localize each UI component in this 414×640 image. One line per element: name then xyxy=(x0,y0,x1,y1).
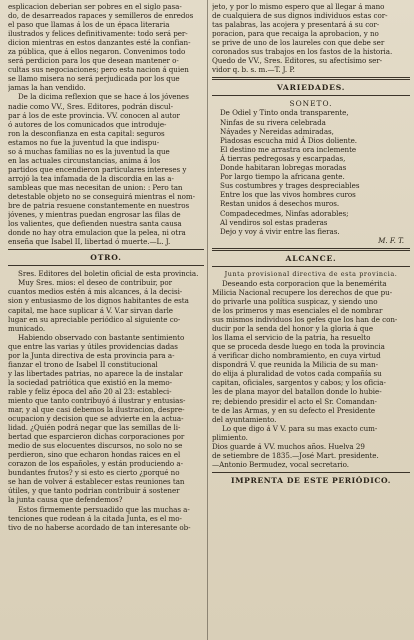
text-line: miento que tanto contribuyó á ilustrar y entusias- xyxy=(8,395,186,405)
imprenta-footer: IMPRENTA DE ESTE PERIÓDICO. xyxy=(230,475,392,485)
text-line: Sus costumbres y trages despreciables xyxy=(220,181,360,191)
text-line: Dejo y voy á vivir entre las fieras. xyxy=(220,226,340,236)
text-line: jóvenes, y mientras puedan engrosar las filas de xyxy=(8,210,181,220)
text-line: útiles, y que tanto podrian contribuir á sostener xyxy=(8,486,180,496)
text-line: tivo de no haberse acordado de tan interesante ob- xyxy=(8,522,191,532)
text-line: Al vendiros sol estas praderas xyxy=(220,217,328,227)
section-divider xyxy=(212,266,410,267)
text-line: Dios guarde á VV. muchos años. Huelva 29 xyxy=(212,441,365,451)
text-line: re; debiendo presidir el acto el Sr. Comandan- xyxy=(212,396,377,406)
text-line: la sociedad patriótica que existió en la memo- xyxy=(8,377,172,387)
text-line: do, de desarreados rapaces y semilleros de enredos xyxy=(8,11,194,21)
text-line: De la dicima reflexion que se hace á los jóvenes xyxy=(18,92,189,102)
text-line: Restan unidos á desechos muros. xyxy=(220,199,340,209)
text-line: par á los de este provincia. VV. conocen al autor xyxy=(8,110,180,120)
paragraph-muy-sres xyxy=(8,278,204,332)
paragraph-deseando xyxy=(212,279,410,424)
paragraph-jovenes xyxy=(8,92,204,246)
paragraph-closing xyxy=(212,424,410,469)
text-line: Piadosas escucha mid Á Dios doliente. xyxy=(220,135,358,145)
text-line: Compadecedmes, Ninfas adorables; xyxy=(220,208,349,218)
text-line: corazon de los españoles, y están produciendo a- xyxy=(8,459,183,469)
text-line: sion y entusiasmo de los dignos habitantes de esta xyxy=(8,296,189,306)
paragraph-continuation xyxy=(212,2,410,74)
text-line: por la Junta directiva de esta provincia para a- xyxy=(8,350,175,360)
text-line: tenciones que rodean á la citada Junta, es el mo- xyxy=(8,513,182,523)
text-line: capitan, oficiales, sargentos y cabos; y los oficia- xyxy=(212,378,386,388)
text-line: ó autores de los comunicados que introduje- xyxy=(8,119,167,129)
text-line: lidad. ¿Quién podrá negar que las semillas de li- xyxy=(8,423,181,433)
soneto-title: SONETO. xyxy=(289,99,333,109)
text-line: ducir por la senda del honor y la gloria á que xyxy=(212,324,374,334)
text-line: Milicia Nacional recupere los derechos de que pu- xyxy=(212,287,393,297)
text-line: fianzar el trono de Isabel II constitucional xyxy=(8,359,158,369)
text-line: Por largo tiempo la africana gente. xyxy=(220,172,345,182)
text-line: Deseando esta corporacion que la benemérita xyxy=(222,278,387,288)
text-line: del ayuntamiento. xyxy=(212,414,277,424)
text-line: donde no hay otra emulacion que la pelea, ni otra xyxy=(8,228,186,238)
text-line: medio de sus elocuentes discursos, no solo no se xyxy=(8,441,183,451)
text-line: —Antonio Bermudez, vocal secretario. xyxy=(212,459,350,469)
text-line: Entre los que las vivos hombres curos xyxy=(220,190,356,200)
text-line: que se proceda desde luego en toda la provincia xyxy=(212,342,385,352)
text-line: será perdicion para los que desean mantener o- xyxy=(8,56,179,66)
text-line: coronados sus trabajos en los fastos de la historia. xyxy=(212,47,393,57)
text-line: ocupacion y decision que se advierte en la actua- xyxy=(8,414,184,424)
text-line: de cualquiera de sus dignos individuos estas cor- xyxy=(212,11,388,21)
text-line: El destino me arrastra ora inclemente xyxy=(220,144,357,154)
section-divider xyxy=(212,472,410,473)
text-line: capital, me hace suplicar á V. V.ar sirvan darle xyxy=(8,305,173,315)
text-line: poracion, para que recaiga la aprobacion, y no xyxy=(212,29,379,39)
text-line: municado. xyxy=(8,323,46,333)
text-line: rable y feliz época del año 20 al 23: estableci- xyxy=(8,386,172,396)
text-line: enseña que Isabel II, libertad ó muerte.—L. J. xyxy=(8,237,171,247)
text-line: tas palabras, las acojera y presentará á su cor- xyxy=(212,20,380,30)
section-divider xyxy=(8,265,204,266)
text-line: za pública, que á ellos negaron. Convenimos todo xyxy=(8,47,186,57)
text-line: ron la desconfianza en esta capital: seguros xyxy=(8,128,165,138)
text-line: la junta causa que defendemos? xyxy=(8,495,123,505)
sonnet xyxy=(212,108,410,235)
text-line: so á muchas familias no es la juventud la que xyxy=(8,146,170,156)
text-line: ilustrados y felices definitivamente: todo será per- xyxy=(8,29,188,39)
alcance-title: ALCANCE. xyxy=(285,253,337,263)
text-line: Habiendo observado con bastante sentimiento xyxy=(18,332,185,342)
text-line: De Odiel y Tinto onda transparente, xyxy=(220,108,349,118)
text-line: se prive de uno de los laureles con que debe ser xyxy=(212,38,385,48)
text-line: sus mismos individuos los gefes que los han de con- xyxy=(212,315,398,325)
text-line: cuantos medios estén á mis alcances, á la decisi- xyxy=(8,287,183,297)
text-line: dicion mientras en estos danzantes esté la confian- xyxy=(8,38,191,48)
text-line: á verificar dicho nombramiento, en cuya virtud xyxy=(212,351,381,361)
junta-heading: Junta provisional directiva de esta provincia. xyxy=(224,269,398,278)
text-line: bertad que esparcieron dichas corporaciones por xyxy=(8,432,185,442)
text-line: Lo que digo á V V. para su mas exacto cum- xyxy=(222,423,378,433)
text-line: Náyades y Nereidas admiradas, xyxy=(220,126,334,136)
text-line: y las libertades patrias, no aparece la de instalar xyxy=(8,368,183,378)
text-line: Estos firmemente persuadido que las muchas a- xyxy=(18,504,190,514)
text-line: cultas sus negociaciones; pero esta nacion á quien xyxy=(8,65,189,75)
variedades-title: VARIEDADES. xyxy=(276,83,346,93)
text-line: detestable objeto no se conseguirá mientras el nom- xyxy=(8,191,195,201)
section-divider xyxy=(8,249,204,250)
text-line: Á tierras pedregosas y escarpadas, xyxy=(220,153,346,163)
sonnet-signature: M. F. T. xyxy=(378,235,404,245)
text-line: se llamo misera no será perjudicada por los que xyxy=(8,74,180,84)
text-line: de setiembre de 1835.—José Mart. presidente. xyxy=(212,450,379,460)
paragraph-estoy xyxy=(8,505,204,532)
section-divider xyxy=(212,95,410,96)
text-line: vidor q. b. s. m.—T. J. P. xyxy=(212,65,295,75)
text-line: los valientes, que defienden nuestra santa causa xyxy=(8,219,182,229)
text-line: se han de volver á establecer estas reuniones tan xyxy=(8,477,185,487)
text-line: jamas la han vendido. xyxy=(8,83,86,93)
text-line: te de las Armas, y en su defecto el Presidente xyxy=(212,405,376,415)
text-line: sambleas que mas necesitan de union: : Pero tan xyxy=(8,182,183,192)
text-line: de los primeros y mas esenciales el de nombrar xyxy=(212,306,383,316)
column-divider xyxy=(207,0,208,640)
text-line: Ninfas de su rivera celebrada xyxy=(220,117,326,127)
text-line: perdieron, sino que echaron hondas raices en el xyxy=(8,450,181,460)
text-line: que entre las varias y útiles providencias dadas xyxy=(8,341,178,351)
section-divider xyxy=(212,248,410,251)
section-divider xyxy=(212,77,410,80)
text-line: Quedo de VV., Sres. Editores, su afectísimo ser- xyxy=(212,56,382,66)
text-line: en las actuales circunstancias, anima á los xyxy=(8,155,161,165)
text-line: jeto, y por lo mismo espero que al llegar á mano xyxy=(212,2,385,11)
text-line: bre de patria resuene constantemente en nuestros xyxy=(8,201,190,211)
text-line: nadie como VV., Sres. Editores, podrán discul- xyxy=(8,101,174,111)
text-line: dispondrá V. que reunida la Milicia de su man- xyxy=(212,360,378,370)
text-line: los llama el servicio de la patria, ha resuelto xyxy=(212,333,371,343)
text-line: do elija á pluralidad de votos cada compañía su xyxy=(212,369,382,379)
text-line: plimiento. xyxy=(212,432,248,442)
otro-title: OTRO. xyxy=(90,253,122,263)
left-column xyxy=(8,2,204,532)
text-line: Donde habitaran lobregas moradas xyxy=(220,163,347,173)
text-line: lugar en su apreciable periódico al siguiente co- xyxy=(8,314,181,324)
text-line: el paso que llamas á los de un épaca literaria xyxy=(8,20,170,30)
right-column xyxy=(212,2,410,485)
letter-greeting: Sres. Editores del boletin oficial de esta provincia. xyxy=(18,269,199,279)
paragraph-intro xyxy=(8,2,204,92)
text-line: les de plana mayor del batallon donde lo hubie- xyxy=(212,387,382,397)
text-line: estamos no fue la juventud la que indispu- xyxy=(8,137,160,147)
text-line: Muy Sres. mios: el deseo de contribuir, por xyxy=(18,278,172,288)
text-line: do privarle una política suspicaz, y siendo uno xyxy=(212,297,378,307)
text-line: arrojó la tea infamada de la discordia en las a- xyxy=(8,173,174,183)
paragraph-habiendo xyxy=(8,333,204,505)
text-line: partidos que encendieron particulares intereses y xyxy=(8,164,187,174)
text-line: mar, y al que casi debemos la ilustracion, despre- xyxy=(8,405,185,415)
text-line: bundantes frutos? y si esto es cierto ¿porqué no xyxy=(8,468,180,478)
text-line: esplicacion deberian ser pobres en el siglo pasa- xyxy=(8,2,182,11)
